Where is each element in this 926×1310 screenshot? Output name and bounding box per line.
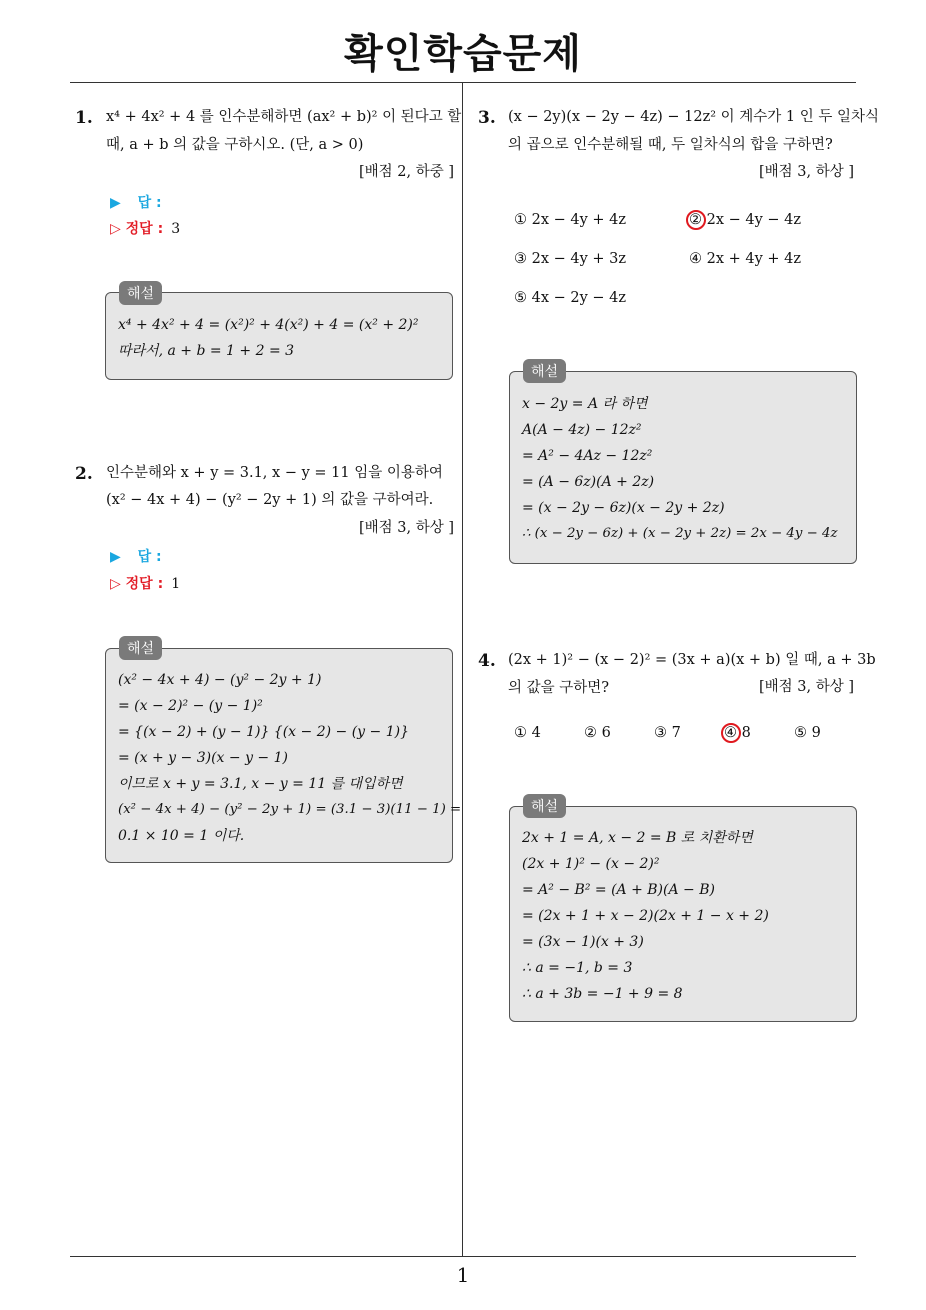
choice-2[interactable]: ② 6 (584, 725, 611, 741)
choice-3[interactable]: ③ 2x − 4y + 3z (514, 251, 627, 267)
header-divider (70, 82, 856, 83)
question-number-2: 2. (75, 464, 93, 484)
page-title: 확인학습문제 (344, 31, 582, 77)
solution-2-line-1: (x² − 4x + 4) − (y² − 2y + 1) (118, 672, 322, 688)
choice-4[interactable]: ④ 8 (724, 725, 751, 741)
solution-tag-3: 해설 (523, 359, 566, 383)
play-icon: ▶ (110, 195, 121, 211)
choice-5[interactable]: ⑤ 4x − 2y − 4z (514, 290, 627, 306)
answer-label: 답 : (137, 549, 162, 565)
answer-label: 답 : (137, 195, 162, 211)
solution-tag-4: 해설 (523, 794, 566, 818)
question-number-1: 1. (75, 108, 93, 128)
solution-2-line-5: 이므로 x + y = 3.1, x − y = 11 를 대입하면 (118, 776, 403, 792)
question-4-meta: [배점 3, 하상 ] (758, 679, 854, 695)
question-2-line-1: 인수분해와 x + y = 3.1, x − y = 11 임을 이용하여 (106, 465, 443, 481)
solution-4-line-1: 2x + 1 = A, x − 2 = B 로 치환하면 (522, 830, 753, 846)
correct-answer-row-1 (110, 218, 180, 238)
solution-2-line-6: (x² − 4x + 4) − (y² − 2y + 1) = (3.1 − 3)(11 − 1) = (118, 802, 462, 817)
solution-4-line-7: ∴ a + 3b = −1 + 9 = 8 (522, 986, 683, 1002)
correct-value: 1 (171, 576, 181, 592)
triangle-outline-icon: ▷ (110, 576, 121, 592)
solution-4-line-5: = (3x − 1)(x + 3) (522, 934, 644, 950)
question-4-line-1: (2x + 1)² − (x − 2)² = (3x + a)(x + b) 일 때, a + 3b (508, 652, 876, 668)
question-3-line-2: 의 곱으로 인수분해될 때, 두 일차식의 합을 구하면? (508, 137, 833, 153)
choice-3[interactable]: ③ 7 (654, 725, 681, 741)
correct-answer-row-2 (110, 573, 180, 593)
solution-3-line-2: A(A − 4z) − 12z² (522, 422, 642, 438)
choice-1[interactable]: ① 4 (514, 725, 541, 741)
question-1-line-1: x⁴ + 4x² + 4 를 인수분해하면 (ax² + b)² 이 된다고 할 (106, 109, 462, 125)
solution-tag-2: 해설 (119, 636, 162, 660)
solution-2-line-3: = {(x − 2) + (y − 1)} {(x − 2) − (y − 1)} (118, 724, 409, 740)
question-number-4: 4. (478, 651, 496, 671)
correct-label: 정답 : (125, 576, 164, 592)
solution-4-line-4: = (2x + 1 + x − 2)(2x + 1 − x + 2) (522, 908, 769, 924)
correct-label: 정답 : (125, 221, 164, 237)
solution-3-line-3: = A² − 4Az − 12z² (522, 448, 653, 464)
solution-2-line-2: = (x − 2)² − (y − 1)² (118, 698, 263, 714)
triangle-outline-icon: ▷ (110, 221, 121, 237)
solution-4-line-6: ∴ a = −1, b = 3 (522, 960, 633, 976)
choice-2[interactable]: ② 2x − 4y − 4z (689, 212, 802, 228)
choice-1[interactable]: ① 2x − 4y + 4z (514, 212, 627, 228)
solution-2-line-7: 0.1 × 10 = 1 이다. (118, 828, 245, 844)
answer-row-2[interactable] (110, 546, 162, 566)
question-3-meta: [배점 3, 하상 ] (758, 164, 854, 180)
solution-3-line-6: ∴ (x − 2y − 6z) + (x − 2y + 2z) = 2x − 4y − 4z (522, 526, 838, 541)
solution-4-line-3: = A² − B² = (A + B)(A − B) (522, 882, 715, 898)
solution-tag-1: 해설 (119, 281, 162, 305)
page-number: 1 (456, 1263, 470, 1287)
question-4-line-2: 의 값을 구하면? (508, 680, 610, 696)
solution-4-line-2: (2x + 1)² − (x − 2)² (522, 856, 660, 872)
choice-4[interactable]: ④ 2x + 4y + 4z (689, 251, 802, 267)
question-1-meta: [배점 2, 하중 ] (358, 164, 454, 180)
solution-3-line-1: x − 2y = A 라 하면 (522, 396, 648, 412)
play-icon: ▶ (110, 549, 121, 565)
choice-5[interactable]: ⑤ 9 (794, 725, 821, 741)
column-divider (462, 83, 463, 1257)
question-3-line-1: (x − 2y)(x − 2y − 4z) − 12z² 이 계수가 1 인 두 일차식 (508, 109, 879, 125)
solution-1-line-2: 따라서, a + b = 1 + 2 = 3 (118, 343, 295, 359)
question-2-meta: [배점 3, 하상 ] (358, 520, 454, 536)
question-2-line-2: (x² − 4x + 4) − (y² − 2y + 1) 의 값을 구하여라. (106, 492, 434, 508)
question-1-line-2: 때, a + b 의 값을 구하시오. (단, a > 0) (106, 137, 364, 153)
footer-divider (70, 1256, 856, 1257)
solution-1-line-1: x⁴ + 4x² + 4 = (x²)² + 4(x²) + 4 = (x² + 2)² (118, 317, 419, 333)
solution-3-line-5: = (x − 2y − 6z)(x − 2y + 2z) (522, 500, 725, 516)
correct-value: 3 (171, 221, 181, 237)
question-number-3: 3. (478, 108, 496, 128)
solution-2-line-4: = (x + y − 3)(x − y − 1) (118, 750, 288, 766)
solution-3-line-4: = (A − 6z)(A + 2z) (522, 474, 655, 490)
answer-row-1[interactable] (110, 192, 162, 212)
